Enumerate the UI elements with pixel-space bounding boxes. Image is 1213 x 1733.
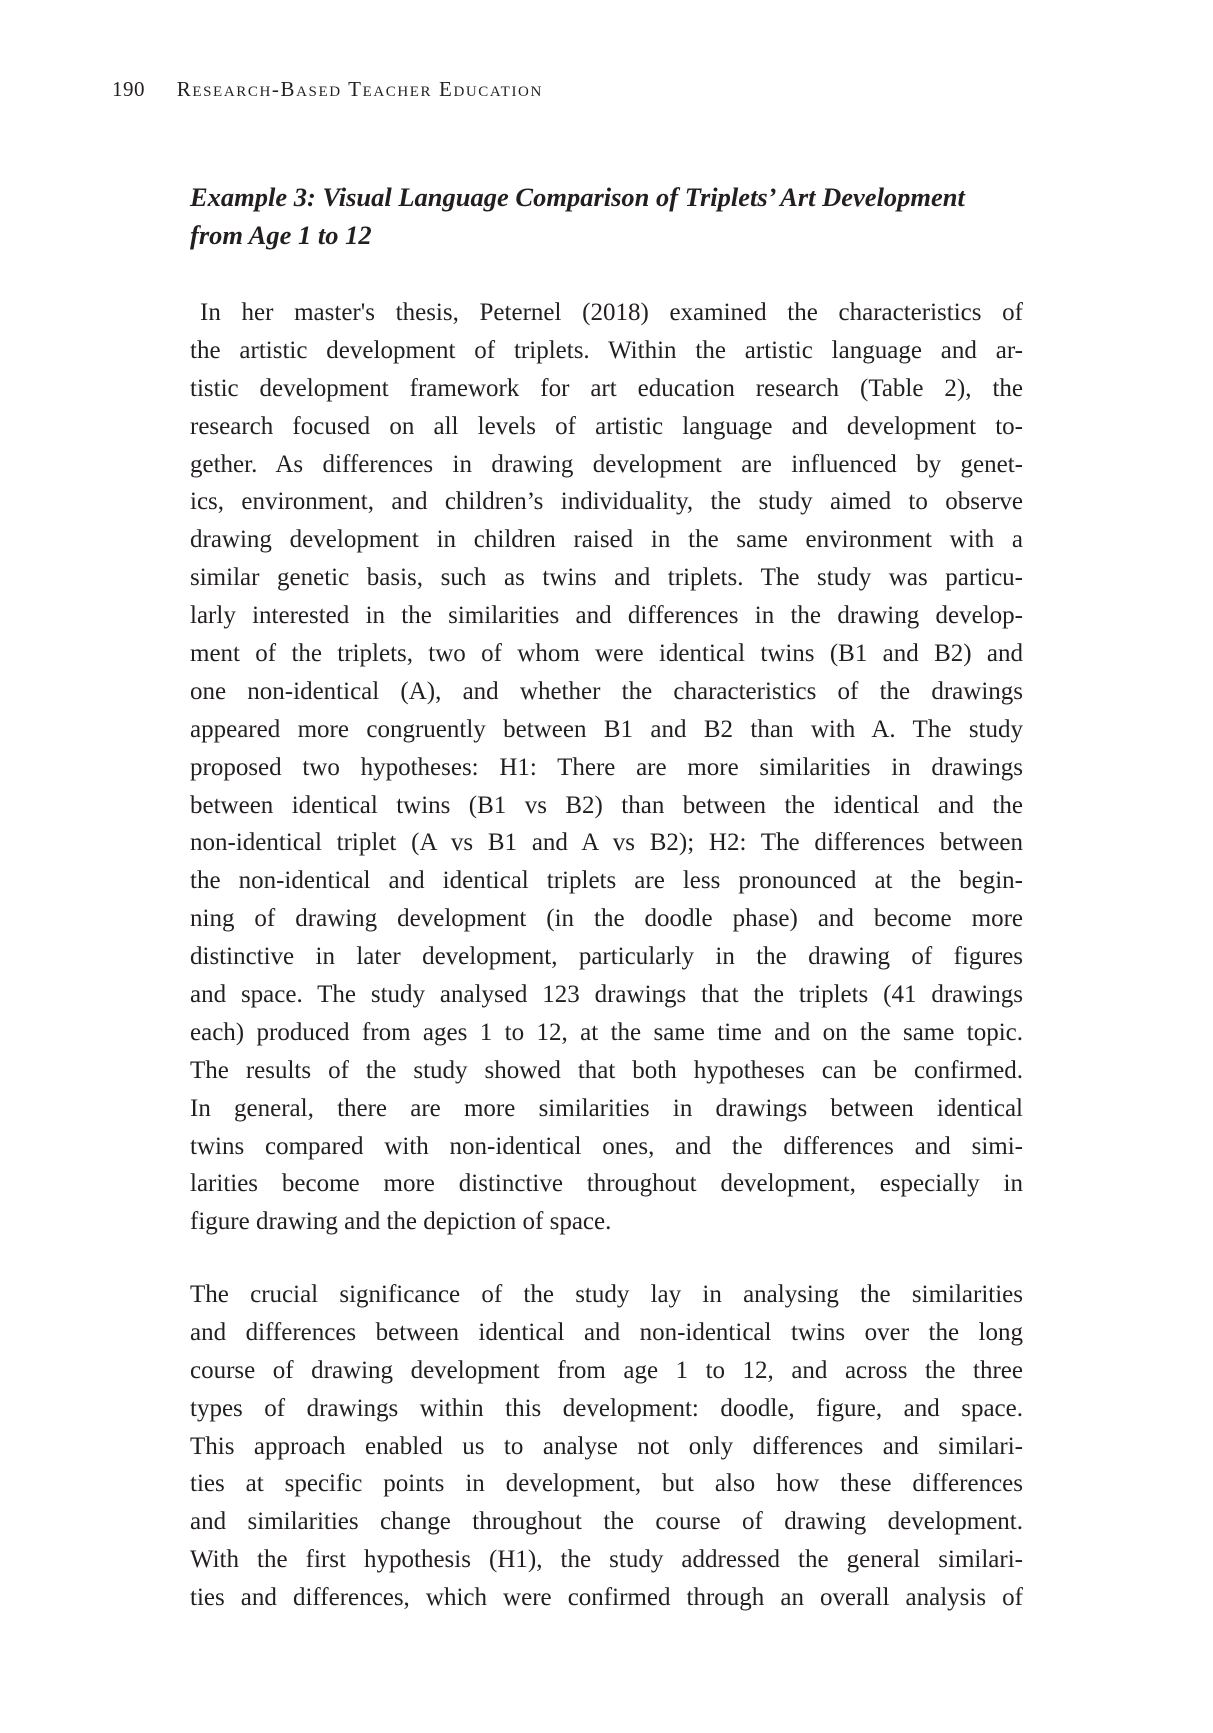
text-line: tistic development framework for art education research (Table 2), the: [190, 374, 1023, 402]
text-line: In her master's thesis, Peternel (2018) examined the characteristics of: [200, 299, 1023, 326]
text-line: drawing development in children raised in the same environment with a: [190, 526, 1023, 554]
text-line: The crucial significance of the study lay in analysing the similarities: [190, 1281, 1023, 1308]
text-line: research focused on all levels of artistic language and development to-: [190, 412, 1023, 440]
text-line: larly interested in the similarities and differences in the drawing develop-: [190, 602, 1023, 630]
text-line: twins compared with non-identical ones, and the differences and simi-: [190, 1132, 1023, 1160]
text-line: each) produced from ages 1 to 12, at the same time and on the same topic.: [190, 1018, 1023, 1046]
page-number: 190: [112, 77, 145, 101]
text-line: With the first hypothesis (H1), the study addressed the general similari-: [190, 1546, 1023, 1574]
text-line: the non-identical and identical triplets are less pronounced at the begin-: [190, 867, 1023, 895]
text-line: This approach enabled us to analyse not only differences and similari-: [190, 1432, 1023, 1460]
text-line: non-identical triplet (A vs B1 and A vs B2); H2: The differences between: [190, 829, 1023, 857]
text-line: appeared more congruently between B1 and B2 than with A. The study: [190, 715, 1023, 743]
text-line: and differences between identical and non-identical twins over the long: [190, 1318, 1023, 1346]
text-line: ning of drawing development (in the doodle phase) and become more: [190, 905, 1023, 933]
paragraph-2: [190, 1276, 1023, 1617]
text-line: one non-identical (A), and whether the characteristics of the drawings: [190, 677, 1023, 705]
text-line: distinctive in later development, particularly in the drawing of figures: [190, 943, 1023, 971]
text-line: the artistic development of triplets. Within the artistic language and ar-: [190, 336, 1023, 364]
text-line: In general, there are more similarities in drawings between identical: [190, 1094, 1023, 1122]
text-line: gether. As differences in drawing development are influenced by genet-: [190, 450, 1023, 478]
text-line: ties at specific points in development, but also how these differences: [190, 1470, 1023, 1498]
text-line: types of drawings within this development: doodle, figure, and space.: [190, 1394, 1023, 1422]
text-line: between identical twins (B1 vs B2) than between the identical and the: [190, 791, 1023, 819]
running-title: Research-Based Teacher Education: [176, 77, 543, 101]
text-line: similar genetic basis, such as twins and triplets. The study was particu-: [190, 564, 1023, 592]
text-line: larities become more distinctive throughout development, especially in: [190, 1170, 1023, 1198]
text-line: The results of the study showed that both hypotheses can be confirmed.: [190, 1056, 1023, 1084]
section-heading: [190, 178, 1030, 254]
text-line: figure drawing and the depiction of space.: [190, 1208, 612, 1236]
text-line: course of drawing development from age 1 to 12, and across the three: [190, 1356, 1023, 1384]
text-line: ties and differences, which were confirmed through an overall analysis of: [190, 1584, 1023, 1612]
section-heading-line: from Age 1 to 12: [190, 220, 372, 250]
section-heading-line: Example 3: Visual Language Comparison of Triplets’ Art Development: [190, 182, 965, 212]
text-line: proposed two hypotheses: H1: There are more similarities in drawings: [190, 753, 1023, 781]
paragraph-1: [190, 294, 1023, 1241]
text-line: and space. The study analysed 123 drawings that the triplets (41 drawings: [190, 981, 1023, 1009]
running-head: [112, 74, 1032, 104]
text-line: ment of the triplets, two of whom were identical twins (B1 and B2) and: [190, 640, 1023, 668]
text-line: and similarities change throughout the course of drawing development.: [190, 1508, 1023, 1536]
text-line: ics, environment, and children’s individuality, the study aimed to observe: [190, 488, 1023, 516]
